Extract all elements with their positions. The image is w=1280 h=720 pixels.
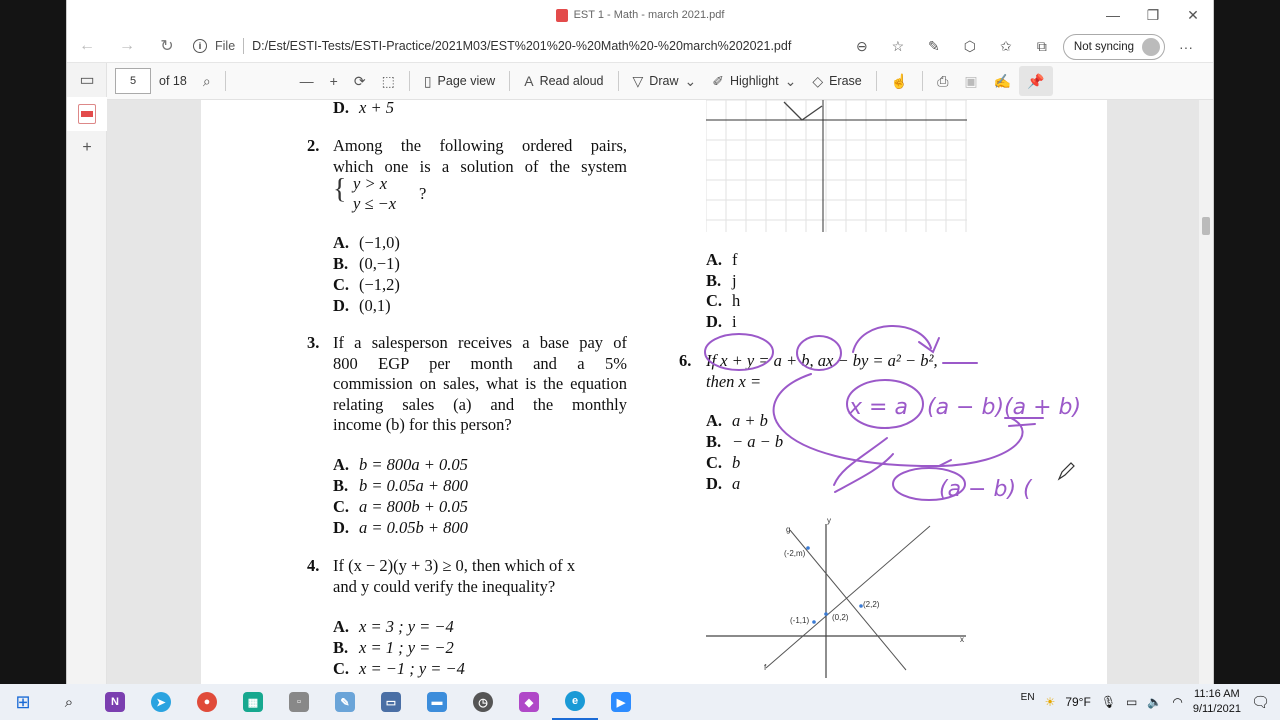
question-mark: ? (419, 184, 427, 203)
extensions-icon[interactable]: ⬡ (963, 38, 977, 54)
ink-factor: (a − b)(a + b) (927, 395, 1082, 420)
read-aloud-button[interactable] (516, 66, 611, 96)
label-x: x (960, 635, 964, 644)
taskbar (0, 684, 1280, 720)
add-favorite-icon[interactable]: ☆ (891, 38, 905, 54)
collections-icon[interactable]: ⧉ (1036, 38, 1047, 54)
option-c: C. a = 800b + 0.05 (333, 497, 468, 516)
notifications-icon[interactable]: 🗨 (1250, 694, 1270, 711)
sync-label: Not syncing (1073, 40, 1134, 53)
label-y: y (827, 518, 831, 525)
option-b: B. j (706, 270, 737, 290)
more-icon[interactable]: ··· (1179, 38, 1193, 55)
divider (922, 71, 923, 91)
clock-app[interactable]: ◷ (460, 684, 506, 720)
app-icon[interactable]: ▭ (368, 684, 414, 720)
highlight-button[interactable] (704, 66, 804, 96)
forward-button[interactable]: → (119, 37, 135, 54)
highlight-label: Highlight (729, 74, 779, 88)
back-button[interactable]: ← (79, 37, 95, 54)
rotate-icon[interactable]: ⟳ (353, 72, 366, 89)
point-label: (-2,m) (784, 549, 806, 558)
label-g: g (786, 525, 791, 534)
page-view-icon: ▯ (423, 72, 432, 89)
question-3 (307, 333, 627, 434)
clock[interactable] (1193, 687, 1241, 717)
zoom-out-icon[interactable]: — (299, 73, 314, 89)
edge-app[interactable]: e (552, 684, 598, 720)
option-d: D. a = 0.05b + 800 (333, 518, 468, 537)
question-number: 4. (307, 556, 320, 575)
question-6-text: If x + y = a + b, ax − by = a² − b², then x = (706, 351, 938, 391)
page-view-label: Page view (437, 74, 496, 88)
point-marker (806, 546, 810, 550)
divider (509, 71, 510, 91)
divider (876, 71, 877, 91)
pdf-tab-icon (78, 104, 96, 124)
label-f: f (764, 663, 767, 672)
ink-annotations (621, 318, 1101, 508)
pdf-viewer[interactable] (107, 100, 1199, 684)
avatar (1142, 38, 1160, 56)
desktop-left (0, 0, 66, 684)
option-d: D. i (706, 311, 737, 331)
onenote-app[interactable]: N (92, 684, 138, 720)
pin-icon[interactable]: 📌 (1027, 72, 1045, 89)
volume-icon[interactable]: 🔈 (1147, 695, 1163, 709)
desktop-right (1214, 0, 1280, 684)
option-a: A. f (706, 250, 738, 269)
prev-option: D. x + 5 (333, 100, 394, 117)
system-eq1: y > x (353, 174, 388, 193)
ink-partial: (a − b) ( (939, 477, 1032, 502)
ink-arrow (853, 326, 931, 352)
fit-page-icon[interactable]: ⬚ (381, 72, 395, 89)
point-label: (-1,1) (790, 616, 810, 625)
option-a: A. a + b (706, 411, 768, 430)
question-3-options (333, 454, 468, 538)
point-marker (824, 612, 828, 616)
search-icon[interactable]: ⌕ (64, 693, 74, 711)
draw-label: Draw (649, 74, 679, 88)
pen-cursor-icon (1056, 460, 1076, 482)
question-number: 3. (307, 333, 320, 352)
option-d: D. (0,1) (333, 296, 391, 315)
point-label: (2,2) (863, 600, 880, 609)
ink-arrow (774, 374, 1023, 466)
print-icon[interactable]: ⎙ (937, 72, 949, 89)
question-4 (307, 556, 576, 596)
touch-icon[interactable]: ☝ (890, 72, 909, 89)
grid-graph-svg (706, 100, 967, 232)
pen-extension-icon[interactable]: ✎ (928, 38, 940, 54)
app-icon[interactable]: ▫ (276, 684, 322, 720)
option-c: C. (−1,2) (333, 275, 400, 294)
divider (618, 71, 619, 91)
point-label: (0,2) (832, 613, 849, 622)
chevron-down-icon[interactable]: ⌄ (784, 72, 797, 89)
new-tab-button[interactable]: + (82, 139, 92, 156)
ink-circle (797, 336, 841, 370)
url-text[interactable]: D:/Est/ESTI-Tests/ESTI-Practice/2021M03/EST%201%20-%20Math%20-%20march%202021.pdf (252, 39, 792, 53)
option-b: B. (0,−1) (333, 254, 400, 273)
weather-temp[interactable]: 79°F (1065, 695, 1091, 709)
scrollbar-thumb[interactable] (1202, 217, 1210, 235)
divider (409, 71, 410, 91)
ink-checkmark (835, 454, 893, 492)
option-c: C. x = −1 ; y = −4 (333, 659, 465, 678)
pdf-tab[interactable] (67, 97, 107, 131)
zoom-app[interactable]: ▶ (598, 684, 644, 720)
question-number: 2. (307, 136, 320, 155)
ink-circle (705, 334, 773, 370)
system-eq2: y ≤ −x (353, 194, 397, 213)
refresh-button[interactable]: ↻ (160, 38, 174, 55)
vertical-scrollbar[interactable] (1199, 100, 1213, 684)
save-as-icon[interactable]: ✍ (993, 72, 1012, 89)
question-4-text: If (x − 2)(y + 3) ≥ 0, then which of x and y could verify the inequality? (333, 556, 576, 596)
zoom-in-icon[interactable]: + (329, 73, 338, 89)
search-icon[interactable]: ⌕ (202, 72, 211, 89)
ink-x-eq-a: x = a (849, 395, 908, 420)
date: 9/11/2021 (1192, 703, 1241, 715)
system-tray (1021, 684, 1280, 720)
divider (225, 71, 226, 91)
zoom-icon[interactable]: ⊖ (856, 38, 868, 54)
pdf-page (201, 100, 1107, 684)
option-a: A. b = 800a + 0.05 (333, 455, 468, 474)
sync-button[interactable] (1063, 34, 1165, 60)
language-indicator[interactable]: EN (1020, 691, 1035, 703)
start-button[interactable]: ⊞ (15, 691, 31, 712)
read-aloud-label: Read aloud (539, 74, 604, 88)
divider (243, 38, 244, 54)
question-4-options (333, 616, 465, 679)
lines-graph (706, 518, 976, 678)
option-a: A. (−1,0) (333, 233, 400, 252)
close-button[interactable]: ✕ (1187, 6, 1199, 23)
read-aloud-icon: A (524, 73, 534, 89)
save-icon[interactable]: ▣ (964, 72, 978, 89)
address-bar[interactable] (193, 32, 791, 60)
erase-label: Erase (829, 74, 862, 88)
pdf-toolbar (107, 63, 1213, 100)
question-2-options (333, 232, 400, 316)
grid-graph (706, 100, 967, 232)
app-icon[interactable]: ◆ (506, 684, 552, 720)
minimize-button[interactable]: — (1106, 7, 1120, 23)
option-b: B. b = 0.05a + 800 (333, 476, 468, 495)
vertical-tab-strip (67, 63, 107, 684)
question-3-text: If a salesperson receives a base pay of 800 EGP per month and a 5% commission on sales, what is the equation relating sales (a) and the monthly income (b) for this person? (333, 333, 627, 434)
tab-actions-icon[interactable]: ▭ (79, 72, 95, 89)
microphone-icon[interactable]: 🎙 (1100, 695, 1117, 709)
option-c: C. h (706, 291, 741, 310)
highlight-icon: ✐ (712, 72, 724, 89)
option-c: C. b (706, 453, 741, 472)
chrome-app[interactable]: ● (184, 684, 230, 720)
draw-icon: ▽ (632, 72, 644, 89)
option-b: B. x = 1 ; y = −2 (333, 638, 454, 657)
option-a: A. x = 3 ; y = −4 (333, 617, 454, 636)
page-view-button[interactable] (416, 66, 503, 96)
question-2-text: Among the following ordered pairs, which one is a solution of the system (333, 136, 627, 176)
option-d: D. a (706, 474, 741, 493)
browser-window (66, 0, 1214, 684)
info-icon[interactable]: i (193, 39, 207, 53)
window-title: EST 1 - Math - march 2021.pdf (573, 9, 725, 21)
point-marker (812, 620, 816, 624)
app-icon[interactable]: ▬ (414, 684, 460, 720)
scheme-label: File (215, 39, 236, 53)
system-brace: { (333, 174, 347, 205)
question-number: 6. (679, 351, 692, 370)
page-total: of 18 (159, 74, 187, 88)
page-number-input[interactable]: 5 (115, 68, 151, 94)
eraser-icon: ◇ (812, 72, 824, 89)
title-bar (67, 0, 1213, 30)
ink-underline (1009, 424, 1035, 426)
wifi-icon[interactable]: ◠ (1172, 695, 1183, 709)
battery-icon[interactable]: ▭ (1126, 695, 1138, 709)
chevron-down-icon[interactable]: ⌄ (684, 72, 697, 89)
time: 11:16 AM (1194, 688, 1240, 700)
paint-app[interactable]: ✎ (322, 684, 368, 720)
question-2 (307, 136, 627, 213)
erase-button[interactable] (804, 66, 869, 96)
favorites-icon[interactable]: ✩ (1000, 38, 1012, 54)
telegram-app[interactable]: ➤ (138, 684, 184, 720)
calculator-app[interactable]: ▦ (230, 684, 276, 720)
weather-icon[interactable]: ☀ (1044, 695, 1056, 709)
option-b: B. − a − b (706, 432, 784, 451)
draw-button[interactable] (625, 66, 705, 96)
address-bar-row (67, 30, 1213, 63)
pdf-file-icon (556, 9, 568, 22)
restore-button[interactable]: ❐ (1146, 6, 1160, 23)
